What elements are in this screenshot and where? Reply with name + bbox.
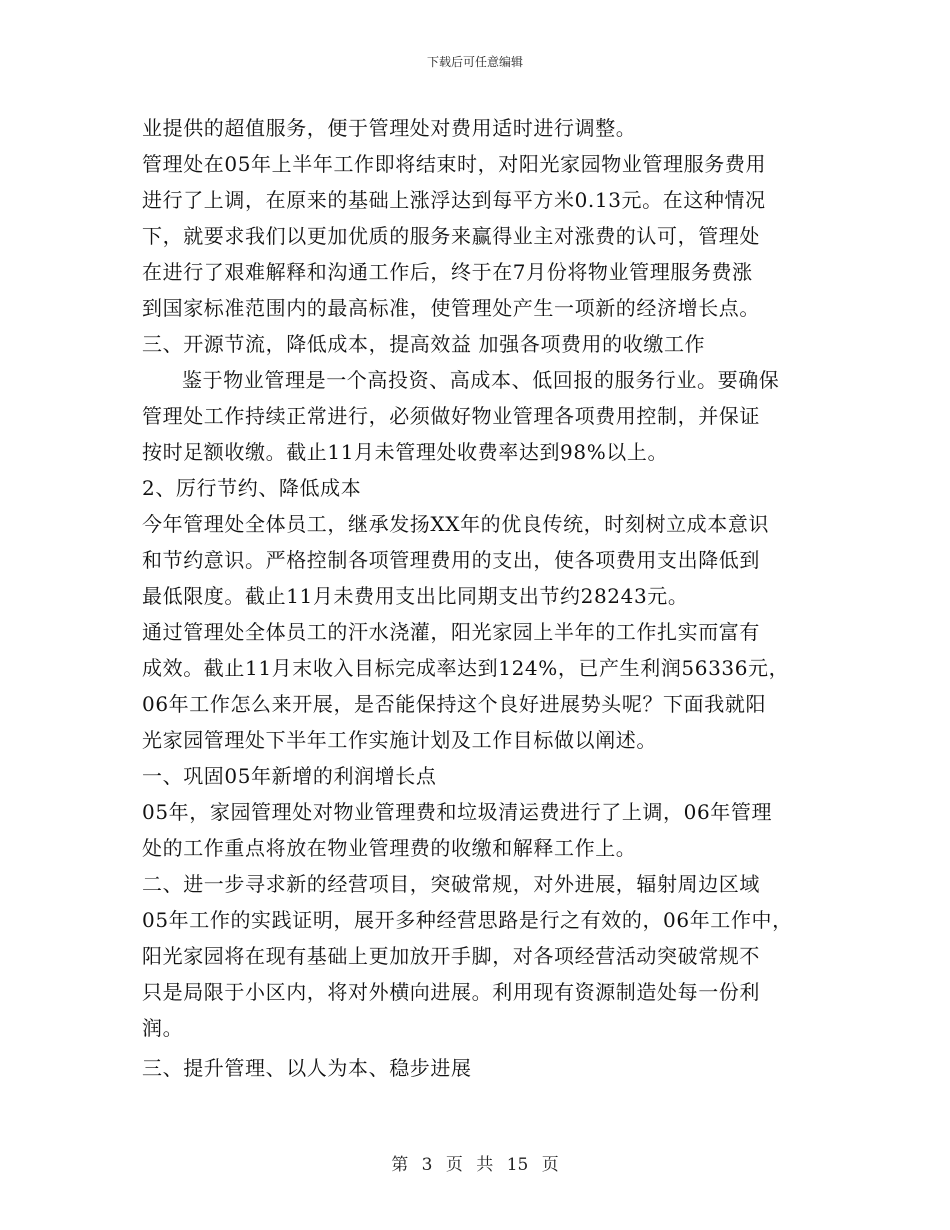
text-line: 到国家标准范围内的最高标准，使管理处产生一项新的经济增长点。: [142, 296, 760, 320]
section-heading: 2、厉行节约、降低成本: [142, 476, 362, 500]
page-unit: 页: [445, 1155, 463, 1175]
text-line: 在进行了艰难解释和沟通工作后，终于在7月份将物业管理服务费涨: [142, 260, 753, 284]
text-line: 按时足额收缴。截止11月未管理处收费率达到98%以上。: [142, 440, 669, 464]
text-line: 管理处在05年上半年工作即将结束时，对阳光家园物业管理服务费用: [142, 152, 767, 176]
page-number: 3: [421, 1155, 433, 1175]
text-line: 阳光家园将在现有基础上更加放开手脚，对各项经营活动突破常规不: [142, 944, 760, 968]
text-line: 下，就要求我们以更加优质的服务来赢得业主对涨费的认可，管理处: [142, 224, 760, 248]
section-heading: 三、开源节流，降低成本，提高效益 加强各项费用的收缴工作: [142, 332, 706, 356]
total-unit: 页: [541, 1155, 559, 1175]
section-heading: 三、提升管理、以人为本、稳步进展: [142, 1056, 472, 1080]
text-line: 润。: [142, 1016, 184, 1040]
page-header-note: 下载后可任意编辑: [426, 55, 523, 69]
text-line: 05年工作的实践证明，展开多种经营思路是行之有效的，06年工作中，: [142, 908, 793, 932]
page-label: 第: [391, 1155, 409, 1175]
text-line: 最低限度。截止11月未费用支出比同期支出节约28243元。: [142, 584, 689, 608]
section-heading: 一、巩固05年新增的利润增长点: [142, 764, 437, 788]
total-label: 共: [476, 1155, 494, 1175]
text-line: 进行了上调，在原来的基础上涨浮达到每平方米0.13元。在这种情况: [142, 188, 766, 212]
text-line: 光家园管理处下半年工作实施计划及工作目标做以阐述。: [142, 728, 657, 752]
text-line: 和节约意识。严格控制各项管理费用的支出，使各项费用支出降低到: [142, 548, 760, 572]
text-line: 管理处工作持续正常进行，必须做好物业管理各项费用控制，并保证: [142, 404, 760, 428]
text-line: 05年，家园管理处对物业管理费和垃圾清运费进行了上调，06年管理: [142, 800, 773, 824]
document-body: [142, 110, 812, 1086]
text-line: 鉴于物业管理是一个高投资、高成本、低回报的服务行业。要确保: [182, 368, 780, 392]
text-line: 通过管理处全体员工的汗水浇灌，阳光家园上半年的工作扎实而富有: [142, 620, 760, 644]
text-line: 今年管理处全体员工，继承发扬XX年的优良传统，时刻树立成本意识: [142, 512, 770, 536]
section-heading: 二、进一步寻求新的经营项目，突破常规，对外进展，辐射周边区域: [142, 872, 760, 896]
text-line: 成效。截止11月末收入目标完成率达到124%，已产生利润56336元，: [142, 656, 790, 680]
page-footer: [0, 1150, 950, 1175]
text-line: 06年工作怎么来开展，是否能保持这个良好进展势头呢？下面我就阳: [142, 692, 767, 716]
text-line: 只是局限于小区内，将对外横向进展。利用现有资源制造处每一份利: [142, 980, 760, 1004]
total-pages: 15: [506, 1155, 529, 1175]
text-line: 处的工作重点将放在物业管理费的收缴和解释工作上。: [142, 836, 637, 860]
text-line: 业提供的超值服务，便于管理处对费用适时进行调整。: [142, 116, 637, 140]
